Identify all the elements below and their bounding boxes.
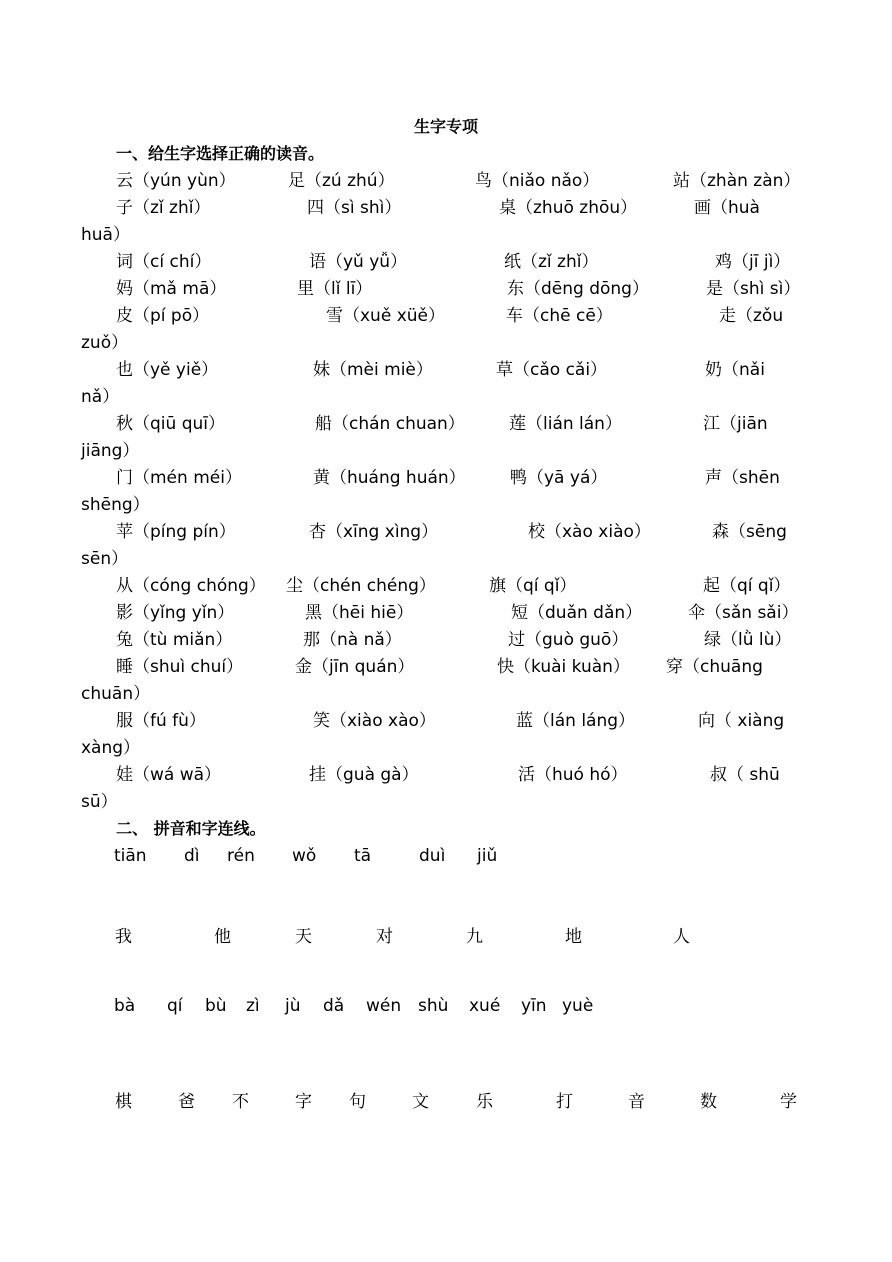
character-token: 数 bbox=[700, 1092, 717, 1112]
reading-item: 校（xào xiào） bbox=[528, 522, 651, 542]
reading-item: 皮（pí pō） bbox=[116, 306, 210, 326]
reading-item: 是（shì sì） bbox=[706, 279, 801, 299]
section1-heading: 一、给生字选择正确的读音。 bbox=[116, 144, 325, 163]
reading-item: 旗（qí qǐ） bbox=[489, 576, 577, 596]
character-token: 音 bbox=[628, 1092, 645, 1112]
reading-item: 叔（ shū bbox=[710, 765, 780, 785]
reading-item: 词（cí chí） bbox=[116, 252, 212, 272]
reading-item: 鸟（niǎo nǎo） bbox=[475, 171, 600, 191]
pinyin-token: yuè bbox=[562, 996, 594, 1016]
character-token: 爸 bbox=[178, 1092, 195, 1112]
reading-item: 莲（lián lán） bbox=[509, 414, 622, 434]
page-title: 生字专项 bbox=[413, 117, 478, 136]
reading-item: 走（zǒu bbox=[719, 306, 784, 326]
reading-item: 金（jīn quán） bbox=[295, 657, 415, 677]
reading-item: 服（fú fù） bbox=[116, 711, 206, 731]
reading-item: 也（yě yiě） bbox=[116, 360, 219, 380]
reading-item: 伞（sǎn sǎi） bbox=[688, 603, 799, 623]
character-token: 棋 bbox=[115, 1092, 132, 1112]
character-token: 我 bbox=[115, 927, 132, 947]
reading-item: 睡（shuì chuí） bbox=[116, 657, 244, 677]
pinyin-token: shù bbox=[418, 996, 449, 1016]
pinyin-token: yīn bbox=[521, 996, 547, 1016]
reading-item: 语（yǔ yǚ） bbox=[309, 252, 408, 272]
reading-item: 子（zǐ zhǐ） bbox=[116, 198, 211, 218]
character-token: 九 bbox=[466, 927, 483, 947]
reading-item: 向（ xiàng bbox=[698, 711, 785, 731]
reading-item-wrap: sū） bbox=[81, 792, 118, 812]
reading-item: 雪（xuě xüě） bbox=[326, 306, 445, 326]
character-token: 对 bbox=[376, 927, 393, 947]
reading-item-wrap: jiāng） bbox=[81, 441, 140, 461]
reading-item: 起（qí qǐ） bbox=[703, 576, 791, 596]
reading-item-wrap: shēng） bbox=[81, 495, 150, 515]
reading-item: 声（shēn bbox=[705, 468, 780, 488]
pinyin-token: rén bbox=[227, 846, 255, 866]
reading-item: 江（jiān bbox=[703, 414, 768, 434]
reading-item-wrap: chuān） bbox=[81, 684, 151, 704]
pinyin-token: tiān bbox=[114, 846, 147, 866]
reading-item: 画（huà bbox=[694, 198, 760, 218]
reading-item-wrap: sēn） bbox=[81, 549, 129, 569]
pinyin-token: zì bbox=[246, 996, 260, 1016]
reading-item: 纸（zǐ zhǐ） bbox=[504, 252, 599, 272]
reading-item: 活（huó hó） bbox=[518, 765, 628, 785]
pinyin-token: qí bbox=[167, 996, 183, 1016]
reading-item: 快（kuài kuàn） bbox=[497, 657, 630, 677]
pinyin-token: wǒ bbox=[292, 846, 317, 866]
pinyin-token: jù bbox=[285, 996, 301, 1016]
reading-item: 妹（mèi miè） bbox=[313, 360, 433, 380]
reading-item: 穿（chuāng bbox=[666, 657, 763, 677]
character-token: 天 bbox=[295, 927, 312, 947]
reading-item: 草（cǎo cǎi） bbox=[496, 360, 608, 380]
character-token: 乐 bbox=[476, 1092, 493, 1112]
reading-item: 挂（guà gà） bbox=[309, 765, 419, 785]
reading-item: 那（nà nǎ） bbox=[303, 630, 402, 650]
character-token: 字 bbox=[295, 1092, 312, 1112]
reading-item: 东（dēng dōng） bbox=[507, 279, 649, 299]
reading-item: 四（sì shì） bbox=[307, 198, 402, 218]
reading-item-wrap: zuǒ） bbox=[81, 333, 129, 353]
reading-item: 过（guò guō） bbox=[508, 630, 629, 650]
reading-item: 桌（zhuō zhōu） bbox=[499, 198, 638, 218]
reading-item: 绿（lǜ lù） bbox=[704, 630, 792, 650]
pinyin-token: dì bbox=[184, 846, 200, 866]
reading-item: 杏（xīng xìng） bbox=[309, 522, 439, 542]
reading-item: 影（yǐng yǐn） bbox=[116, 603, 235, 623]
pinyin-token: wén bbox=[366, 996, 402, 1016]
reading-item-wrap: nǎ） bbox=[81, 387, 120, 407]
reading-item: 里（lǐ lī） bbox=[297, 279, 373, 299]
pinyin-token: xué bbox=[469, 996, 501, 1016]
reading-item: 从（cóng chóng） bbox=[116, 576, 266, 596]
section2-heading: 二、 拼音和字连线。 bbox=[116, 819, 266, 838]
reading-item: 门（mén méi） bbox=[116, 468, 242, 488]
character-token: 学 bbox=[780, 1092, 797, 1112]
reading-item: 妈（mǎ mā） bbox=[116, 279, 227, 299]
reading-item: 尘（chén chéng） bbox=[286, 576, 436, 596]
reading-item-wrap: xàng） bbox=[81, 738, 141, 758]
character-token: 句 bbox=[349, 1092, 366, 1112]
pinyin-token: dǎ bbox=[323, 996, 345, 1016]
pinyin-token: bù bbox=[205, 996, 227, 1016]
character-token: 人 bbox=[673, 927, 690, 947]
reading-item: 船（chán chuan） bbox=[315, 414, 465, 434]
pinyin-token: bà bbox=[114, 996, 136, 1016]
reading-item: 娃（wá wā） bbox=[116, 765, 222, 785]
character-token: 文 bbox=[412, 1092, 429, 1112]
pinyin-token: jiǔ bbox=[477, 846, 498, 866]
character-token: 打 bbox=[556, 1092, 573, 1112]
pinyin-token: tā bbox=[354, 846, 372, 866]
reading-item: 鸡（jī jì） bbox=[715, 252, 791, 272]
reading-item: 云（yún yùn） bbox=[116, 171, 236, 191]
reading-item-wrap: huā） bbox=[81, 225, 130, 245]
reading-item: 苹（píng pín） bbox=[116, 522, 236, 542]
reading-item: 短（duǎn dǎn） bbox=[511, 603, 643, 623]
reading-item: 鸭（yā yá） bbox=[510, 468, 608, 488]
reading-item: 车（chē cē） bbox=[506, 306, 613, 326]
reading-item: 秋（qiū quī） bbox=[116, 414, 225, 434]
reading-item: 森（sēng bbox=[712, 522, 787, 542]
reading-item: 站（zhàn zàn） bbox=[673, 171, 801, 191]
reading-item: 黑（hēi hiē） bbox=[305, 603, 414, 623]
reading-item: 蓝（lán láng） bbox=[516, 711, 636, 731]
pinyin-token: duì bbox=[419, 846, 446, 866]
reading-item: 黄（huáng huán） bbox=[313, 468, 466, 488]
character-token: 不 bbox=[232, 1092, 249, 1112]
reading-item: 兔（tù miǎn） bbox=[116, 630, 233, 650]
reading-item: 奶（nǎi bbox=[705, 360, 765, 380]
character-token: 他 bbox=[214, 927, 231, 947]
character-token: 地 bbox=[565, 927, 582, 947]
reading-item: 笑（xiào xào） bbox=[313, 711, 436, 731]
reading-item: 足（zú zhú） bbox=[288, 171, 395, 191]
